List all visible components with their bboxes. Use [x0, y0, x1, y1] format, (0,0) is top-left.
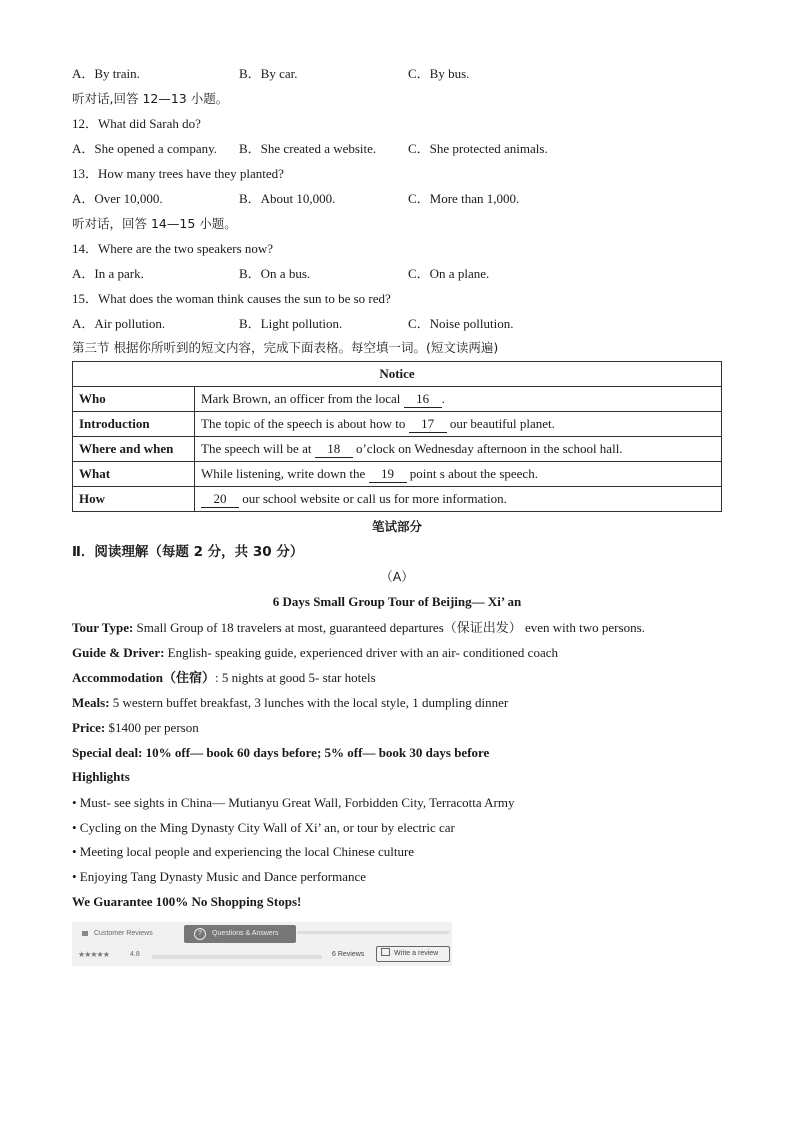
tab-customer-reviews[interactable]: [82, 926, 192, 942]
q14-option-a: A．In a park.: [72, 266, 144, 281]
tour-type-line: [72, 620, 645, 636]
q13-option-a: A．Over 10,000.: [72, 191, 163, 206]
reading-heading: Ⅱ．阅读理解（每题 2 分，共 30 分）: [72, 544, 304, 560]
question-icon: ?: [194, 928, 206, 940]
tab-questions-answers[interactable]: [184, 925, 296, 943]
notice-row-what: [73, 462, 722, 487]
q12-option-a: A．She opened a company.: [72, 141, 218, 156]
meals-text: 5 western buffet breakfast, 3 lunches with the local style, 1 dumpling dinner: [109, 695, 509, 710]
notice-label: Who: [73, 387, 195, 412]
q12-option-c: C．She protected animals.: [408, 141, 548, 156]
faded-text: [152, 955, 322, 959]
q13-option-b: B．About 10,000.: [239, 191, 336, 206]
notice-content: [195, 437, 722, 462]
q12-question: 12．What did Sarah do?: [72, 116, 201, 131]
answer-blank[interactable]: 17: [409, 416, 447, 433]
tour-type-label: Tour Type:: [72, 620, 134, 635]
edit-icon: [381, 948, 390, 956]
q15-option-c: C．Noise pollution.: [408, 316, 514, 331]
notice-label: What: [73, 462, 195, 487]
answer-blank[interactable]: 18: [315, 441, 353, 458]
notice-text: our school website or call us for more information.: [239, 490, 507, 506]
highlight-item: • Must- see sights in China— Mutianyu Great Wall, Forbidden City, Terracotta Army: [72, 795, 515, 810]
q13-question: 13．How many trees have they planted?: [72, 166, 284, 181]
q12-option-b: B．She created a website.: [239, 141, 377, 156]
notice-text: o’clock on Wednesday afternoon in the school hall.: [352, 440, 623, 456]
notice-text: point s about the speech.: [406, 465, 538, 481]
tab-questions-label: Questions & Answers: [212, 930, 279, 937]
star-rating-icon: ★★★★★: [78, 950, 109, 959]
price-label: Price:: [72, 720, 106, 735]
notice-text: Mark Brown, an officer from the local: [201, 390, 404, 406]
notice-content: [195, 487, 722, 512]
passage-label: （A）: [380, 569, 414, 584]
notice-label: How: [73, 487, 195, 512]
price-text: $1400 per person: [105, 720, 199, 735]
tour-type-text: Small Group of 18 travelers at most, guaranteed departures（保证出发） even with two persons.: [133, 620, 645, 635]
q13-option-c: C．More than 1,000.: [408, 191, 520, 206]
q11-option-c: C．By bus.: [408, 66, 470, 81]
write-review-button[interactable]: [376, 946, 450, 962]
answer-blank[interactable]: 20: [201, 491, 239, 508]
q14-options: [72, 266, 722, 282]
notice-label: Where and when: [73, 437, 195, 462]
special-deal: Special deal: 10% off— book 60 days before; 5% off— book 30 days before: [72, 745, 490, 760]
notice-text: The topic of the speech is about how to: [201, 415, 409, 431]
accommodation-text: : 5 nights at good 5- star hotels: [215, 670, 376, 685]
review-icon: [82, 931, 88, 936]
q14-option-c: C．On a plane.: [408, 266, 490, 281]
q12-options: [72, 141, 722, 157]
notice-text: While listening, write down the: [201, 465, 369, 481]
notice-row-who: [73, 387, 722, 412]
guide-line: [72, 645, 558, 661]
notice-content: [195, 462, 722, 487]
q14-option-b: B．On a bus.: [239, 266, 311, 281]
q11-options: [72, 66, 722, 82]
meals-line: [72, 695, 508, 711]
instruction-14-15: 听对话，回答 14—15 小题。: [72, 216, 237, 231]
notice-text: The speech will be at: [201, 440, 315, 456]
no-shopping-guarantee: We Guarantee 100% No Shopping Stops!: [72, 894, 302, 909]
price-line: [72, 720, 199, 736]
q15-option-a: A．Air pollution.: [72, 316, 166, 331]
notice-table: [72, 361, 722, 512]
instruction-12-13: 听对话,回答 12—13 小题。: [72, 91, 229, 106]
notice-text: our beautiful planet.: [446, 415, 555, 431]
highlight-item: • Enjoying Tang Dynasty Music and Dance performance: [72, 869, 367, 884]
highlight-item: • Meeting local people and experiencing the local Chinese culture: [72, 844, 415, 859]
highlight-item: • Cycling on the Ming Dynasty City Wall of Xi’ an, or tour by electric car: [72, 820, 455, 835]
write-review-label: Write a review: [394, 950, 439, 957]
written-part-heading: 笔试部分: [371, 519, 422, 534]
highlights-heading: Highlights: [72, 769, 130, 784]
q14-question: 14．Where are the two speakers now?: [72, 241, 274, 256]
q13-options: [72, 191, 722, 207]
tab-divider: [297, 931, 449, 934]
answer-blank[interactable]: 19: [369, 466, 407, 483]
notice-row-how: [73, 487, 722, 512]
q11-option-a: A．By train.: [72, 66, 140, 81]
accommodation-line: [72, 670, 376, 686]
notice-title: Notice: [73, 362, 722, 387]
q11-option-b: B．By car.: [239, 66, 298, 81]
guide-text: English- speaking guide, experienced driver with an air- conditioned coach: [164, 645, 558, 660]
notice-content: [195, 412, 722, 437]
review-strip: [72, 922, 452, 966]
meals-label: Meals:: [72, 695, 110, 710]
tour-title: 6 Days Small Group Tour of Beijing— Xi’ an: [272, 594, 522, 609]
notice-text: .: [441, 390, 445, 406]
accommodation-label: Accommodation（住宿）: [72, 670, 215, 685]
reviews-count: 6 Reviews: [332, 951, 365, 958]
guide-label: Guide & Driver:: [72, 645, 165, 660]
section3-instruction: 第三节 根据你所听到的短文内容，完成下面表格。每空填一词。(短文读两遍): [72, 340, 499, 355]
rating-value: 4.8: [130, 951, 140, 958]
tab-customer-reviews-label: Customer Reviews: [94, 930, 153, 937]
q15-option-b: B．Light pollution.: [239, 316, 343, 331]
answer-blank[interactable]: 16: [404, 391, 442, 408]
notice-label: Introduction: [73, 412, 195, 437]
q15-options: [72, 316, 722, 332]
notice-content: [195, 387, 722, 412]
notice-row-where-when: [73, 437, 722, 462]
q15-question: 15．What does the woman think causes the sun to be so red?: [72, 291, 391, 306]
notice-row-introduction: [73, 412, 722, 437]
